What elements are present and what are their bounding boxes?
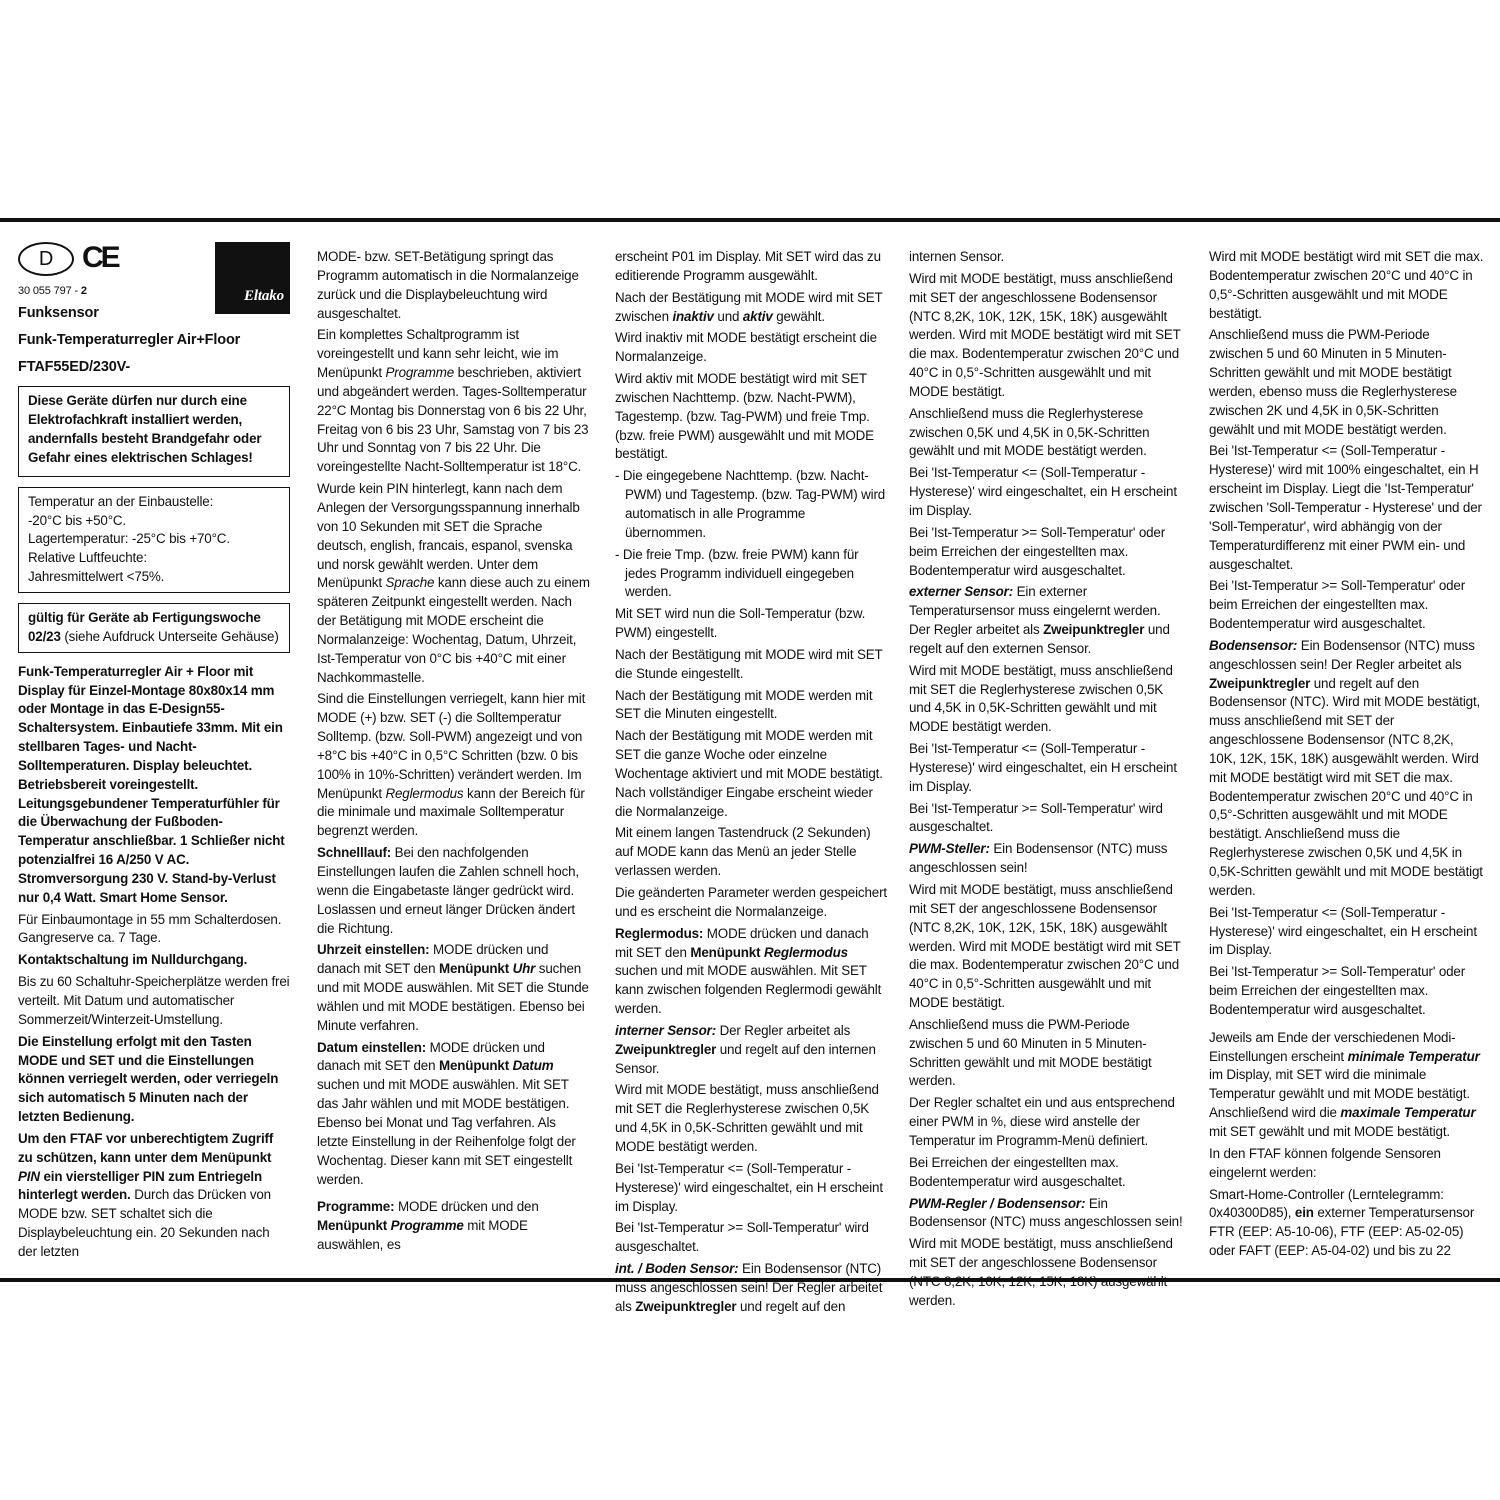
environment-box: Temperatur an der Einbaustelle: -20°C bis +50°C. Lagertemperatur: -25°C bis +70°C. Relative Luftfeuchte: Jahresmittelwert <75%. (18, 487, 290, 593)
brand-name: Eltako (244, 288, 284, 305)
warning-box (18, 386, 290, 476)
column-5: Wird mit MODE bestätigt wird mit SET die max. Bodentemperatur zwischen 20°C und 40°C in 0,5°-Schritten ausgewählt und mit MODE bestätigt. Anschließend muss die PWM-Periode zwischen 5 und 60 Minuten in 5 Minuten-Schritten gewählt und mit MODE bestätigt werden, ebenso muss die Reglerhysterese zwischen 2K und 4,5K in 0,5K-Schritten gewählt und mit MODE bestätigt werden. Bei 'Ist-Temperatur <= (Soll-Temperatur - Hysterese)' wird mit 100% eingeschaltet, ein H erscheint im Display. Liegt die 'Ist-Temperatur' zwischen 'Soll-Temperatur - Hysterese' und der 'Soll-Temperatur', wird abhängig von der Temperaturdifferenz mit einer PWM ein- und ausgeschaltet. Bei 'Ist-Temperatur >= Soll-Temperatur' oder beim Erreichen der eingestellten max. Bodentemperatur wird ausgeschaltet. Bodensensor: Ein Bodensensor (NTC) muss angeschlossen sein! Der Regler arbeitet als Zweipunktregler und regelt auf den Bodensensor (NTC). Wird mit MODE bestätigt, muss anschließend mit SET der angeschlossene Bodensensor (NTC 8,2K, 10K, 12K, 15K, 18K) ausgewählt werden. Wird mit MODE bestätigt wird mit SET die max. Bodentemperatur zwischen 20°C und 40°C in 0,5°-Schritten ausgewählt und mit MODE bestätigt. Anschließend muss die Reglerhysterese zwischen 0,5K und 4,5K in 0,5K-Schritten gewählt und mit MODE bestätigt werden. Bei 'Ist-Temperatur <= (Soll-Temperatur - Hysterese)' wird eingeschaltet, ein H erscheint im Display. Bei 'Ist-Temperatur >= Soll-Temperatur' oder beim Erreichen der eingestellten max. Bodentemperatur wird ausgeschaltet. Jeweils am Ende der verschiedenen Modi-Einstellungen erscheint minimale Temperatur im Display, mit SET wird die minimale Temperatur gewählt und mit MODE bestätigt. Anschließend wird die maximale Temperatur mit SET gewählt und mit MODE bestätigt. In den FTAF können folgende Sensoren eingelernt werden: Smart-Home-Controller (Lerntelegramm: 0x40300D85), ein externer Temperatursensor FTR (EEP: A5-10-06), FTF (EEP: A5-02-05) oder FAFT (EEP: A5-04-02) und bis zu 22 (1209, 249, 1484, 1259)
column-4: internen Sensor. Wird mit MODE bestätigt, muss anschließend mit SET der angeschlossene Bodensensor (NTC 8,2K, 10K, 12K, 15K, 18K) ausgewählt werden. Wird mit MODE bestätigt wird mit SET die max. Bodentemperatur zwischen 20°C und 40°C in 0,5°-Schritten ausgewählt und mit MODE bestätigt. Anschließend muss die Reglerhysterese zwischen 0,5K und 4,5K in 0,5K-Schritten gewählt und mit MODE bestätigt werden. Bei 'Ist-Temperatur <= (Soll-Temperatur - Hysterese)' wird eingeschaltet, ein H erscheint im Display. Bei 'Ist-Temperatur >= Soll-Temperatur' oder beim Erreichen der eingestellten max. Bodentemperatur wird ausgeschaltet. externer Sensor: Ein externer Temperatursensor muss eingelernt werden. Der Regler arbeitet als Zweipunktregler und regelt auf den externen Sensor. Wird mit MODE bestätigt, muss anschließend mit SET die Reglerhysterese zwischen 0,5K und 4,5K in 0,5K-Schritten gewählt und mit MODE bestätigt werden. Bei 'Ist-Temperatur <= (Soll-Temperatur - Hysterese)' wird eingeschaltet, ein H erscheint im Display. Bei 'Ist-Temperatur >= Soll-Temperatur' wird ausgeschaltet. PWM-Steller: Ein Bodensensor (NTC) muss angeschlossen sein! Wird mit MODE bestätigt, muss anschließend mit SET der angeschlossene Bodensensor (NTC 8,2K, 10K, 12K, 15K, 18K) ausgewählt werden. Wird mit MODE bestätigt wird mit SET die max. Bodentemperatur zwischen 20°C und 40°C in 0,5°-Schritten ausgewählt und mit MODE bestätigt. Anschließend muss die PWM-Periode zwischen 5 und 60 Minuten in 5 Minuten-Schritten gewählt und mit MODE bestätigt werden. Der Regler schaltet ein und aus entsprechend einer PWM in %, diese wird anstelle der Temperatur im Programm-Menü definiert. Bei Erreichen der eingestellten max. Bodentemperatur wird ausgeschaltet. PWM-Regler / Bodensensor: Ein Bodensensor (NTC) muss angeschlossen sein! Wird mit MODE bestätigt, muss anschließend mit SET der angeschlossene Bodensensor (NTC 8,2K, 10K, 12K, 15K, 18K) ausgewählt werden. (909, 249, 1183, 1308)
country-mark: D (18, 242, 74, 276)
column-3: erscheint P01 im Display. Mit SET wird das zu editierende Programm ausgewählt. Nach der Bestätigung mit MODE wird mit SET zwischen inaktiv und aktiv gewählt. Wird inaktiv mit MODE bestätigt erscheint die Normalanzeige. Wird aktiv mit MODE bestätigt wird mit SET zwischen Nachttemp. (bzw. Nacht-PWM), Tagestemp. (bzw. Tag-PWM) und freie Tmp. (bzw. freie PWM) ausgewählt und mit MODE bestätigt. - Die eingegebene Nachttemp. (bzw. Nacht-PWM) und Tagestemp. (bzw. Tag-PWM) wird automatisch in alle Programme übernommen. - Die freie Tmp. (bzw. freie PWM) kann für jedes Programm individuell eingegeben werden. Mit SET wird nun die Soll-Temperatur (bzw. PWM) eingestellt. Nach der Bestätigung mit MODE wird mit SET die Stunde eingestellt. Nach der Bestätigung mit MODE werden mit SET die Minuten eingestellt. Nach der Bestätigung mit MODE werden mit SET die ganze Woche oder einzelne Wochentage aktiviert und mit MODE bestätigt. Nach vollständiger Eingabe erscheint wieder die Normalanzeige. Mit einem langen Tastendruck (2 Sekunden) auf MODE kann das Menü an jeder Stelle verlassen werden. Die geänderten Parameter werden gespeichert und es erscheint die Normalanzeige. Reglermodus: MODE drücken und danach mit SET den Menüpunkt Reglermodus suchen und mit MODE auswählen. Mit SET kann zwischen folgenden Reglermodi gewählt werden. interner Sensor: Der Regler arbeitet als Zweipunktregler und regelt auf den internen Sensor. Wird mit MODE bestätigt, muss anschließend mit SET die Reglerhysterese zwischen 0,5K und 4,5K in 0,5K-Schritten gewählt und mit MODE bestätigt werden. Bei 'Ist-Temperatur <= (Soll-Temperatur - Hysterese)' wird eingeschaltet, ein H erscheint im Display. Bei 'Ist-Temperatur >= Soll-Temperatur' wird ausgeschaltet. int. / Boden Sensor: Ein Bodensensor (NTC) muss angeschlossen sein! Der Regler arbeitet als Zweipunktregler und regelt auf den (615, 249, 887, 1314)
warning-text: Diese Geräte dürfen nur durch eine Elektrofachkraft installiert werden, andernfalls besteht Brandgefahr oder Gefahr eines elektrischen Schlages! (28, 393, 262, 465)
column-2: MODE- bzw. SET-Betätigung springt das Programm automatisch in die Normalanzeige zurück und die Displaybeleuchtung wird ausgeschaltet. Ein komplettes Schaltprogramm ist voreingestellt und kann sehr leicht, wie im Menüpunkt Programme beschrieben, aktiviert und abgeändert werden. Tages-Solltemperatur 22°C Montag bis Donnerstag von 6 bis 22 Uhr, Freitag von 6 bis 23 Uhr, Samstag von 7 bis 23 Uhr und Sonntag von 7 bis 22 Uhr. Die voreingestellte Nacht-Solltemperatur ist 18°C. Wurde kein PIN hinterlegt, kann nach dem Anlegen der Versorgungsspannung innerhalb von 10 Sekunden mit SET die Sprache deutsch, english, francais, espanol, svenska und norsk gewählt werden. Unter dem Menüpunkt Sprache kann diese auch zu einem späteren Zeitpunkt eingestellt werden. Nach der Betätigung mit MODE erscheint die Normalanzeige: Wochentag, Datum, Uhrzeit, Ist-Temperatur von 0°C bis +40°C mit einer Nachkommastelle. Sind die Einstellungen verriegelt, kann hier mit MODE (+) bzw. SET (-) die Solltemperatur Solltemp. (bzw. Soll-PWM) angezeigt und von +8°C bis +40°C in 0,5°C Schritten (bzw. 0 bis 100% in 10%-Schritten) verändert werden. Im Menüpunkt Reglermodus kann der Bereich für die minimale und maximale Solltemperatur begrenzt werden. Schnelllauf: Bei den nachfolgenden Einstellungen laufen die Zahlen schnell hoch, wenn die Eingabetaste länger gedrückt wird. Loslassen und erneut länger Drücken ändert die Richtung. Uhrzeit einstellen: MODE drücken und danach mit SET den Menüpunkt Uhr suchen und mit MODE auswählen. Mit SET die Stunde wählen und mit MODE bestätigen. Ebenso bei Minute verfahren. Datum einstellen: MODE drücken und danach mit SET den Menüpunkt Datum suchen und mit MODE auswählen. Mit SET das Jahr wählen und mit MODE bestätigen. Ebenso bei Monat und Tag verfahren. Als letzte Einstellung in der Reihenfolge folgt der Wochentag. Dieser kann mit SET eingestellt werden. Programme: MODE drücken und den Menüpunkt Programme mit MODE auswählen, es (317, 249, 590, 1253)
doc-title: Funk-Temperaturregler Air+Floor (18, 331, 241, 348)
doc-model: FTAF55ED/230V- (18, 358, 131, 375)
validity-box: gültig für Geräte ab Fertigungswoche 02/23 (siehe Aufdruck Unterseite Gehäuse) (18, 603, 290, 653)
article-number: 30 055 797 - 2 (18, 285, 87, 297)
column-1: D CE Eltako 30 055 797 - 2 Funksensor Funk-Temperaturregler Air+Floor FTAF55ED/230V- Diese Geräte dürfen nur durch eine Elektrofachkraft installiert werden, andernfalls besteht Brandgefahr oder Gefahr eines elektrischen Schlages! Temperatur an der Einbaustelle: -20°C bis +50°C. Lagertemperatur: -25°C bis +70°C. Relative Luftfeuchte: Jahresmittelwert <75%. gültig für Geräte ab Fertigungswoche 02/23 (siehe Aufdruck Unterseite Gehäuse) Funk-Temperaturregler Air + Floor mit Display für Einzel-Montage 80x80x14 mm oder Montage in das E-Design55-Schaltersystem. Einbautiefe 33mm. Mit ein stellbaren Tages- und Nacht-Solltemperaturen. Display beleuchtet. Betriebsbereit voreingestellt. Leitungsgebundener Temperaturfühler für die Überwachung der Fußboden-Temperatur anschließbar. 1 Schließer nicht potenzialfrei 16 A/250 V AC. Stromversorgung 230 V. Stand-by-Verlust nur 0,4 Watt. Smart Home Sensor. Für Einbaumontage in 55 mm Schalterdosen. Gangreserve ca. 7 Tage. Kontaktschaltung im Nulldurchgang. Bis zu 60 Schaltuhr-Speicherplätze werden frei verteilt. Mit Datum und automatischer Sommerzeit/Winterzeit-Umstellung. Die Einstellung erfolgt mit den Tasten MODE und SET und die Einstellungen können verriegelt werden, oder verriegeln sich automatisch 5 Minuten nach der letzten Bedienung. Um den FTAF vor unberechtigtem Zugriff zu schützen, kann unter dem Menüpunkt PIN ein vierstelliger PIN zum Entriegeln hinterlegt werden. Durch das Drücken von MODE bzw. SET schaltet sich die Displaybeleuchtung ein. 20 Sekunden nach der letzten (18, 241, 290, 1259)
intro-text: Funk-Temperaturregler Air + Floor mit Display für Einzel-Montage 80x80x14 mm oder Montage in das E-Design55-Schaltersystem. Einbautiefe 33mm. Mit ein stellbaren Tages- und Nacht-Solltemperaturen. Display beleuchtet. Betriebsbereit voreingestellt. Leitungsgebundener Temperaturfühler für die Überwachung der Fußboden-Temperatur anschließbar. 1 Schließer nicht potenzialfrei 16 A/250 V AC. Stromversorgung 230 V. Stand-by-Verlust nur 0,4 Watt. Smart Home Sensor. (18, 663, 285, 905)
ce-mark: CE (82, 241, 118, 274)
eltako-logo (215, 242, 290, 314)
instruction-sheet (0, 218, 1500, 1314)
doc-category: Funksensor (18, 304, 99, 321)
